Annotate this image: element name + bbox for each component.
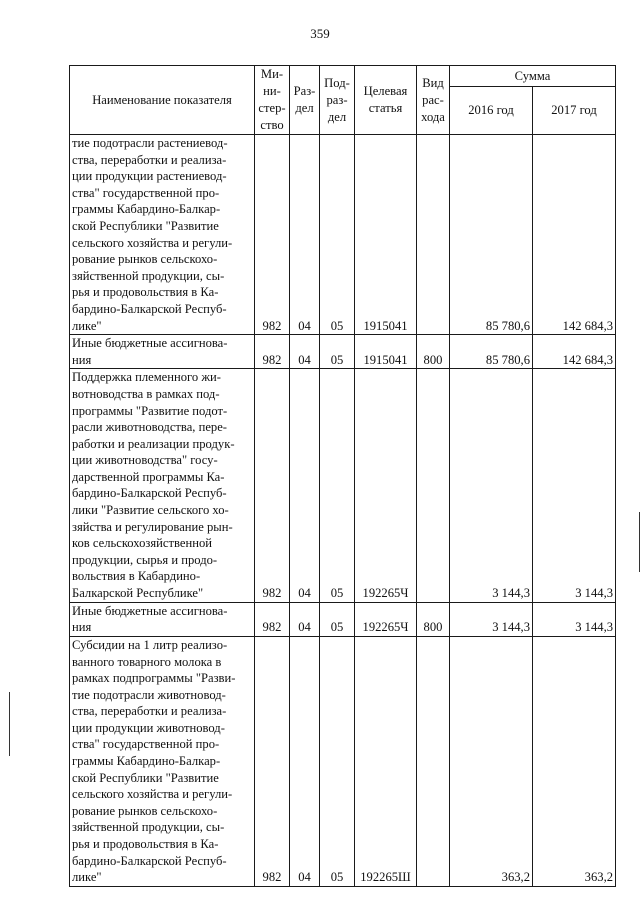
row-sum-2017: 363,2 [533, 636, 616, 886]
row-subsection: 05 [320, 369, 355, 602]
row-ministry: 982 [255, 602, 290, 636]
row-subsection: 05 [320, 335, 355, 369]
row-ministry: 982 [255, 335, 290, 369]
header-sum: Сумма [450, 66, 616, 87]
row-expense-type [417, 369, 450, 602]
row-expense-type: 800 [417, 335, 450, 369]
budget-table [69, 65, 616, 887]
table-row [70, 602, 616, 636]
row-sum-2016: 363,2 [450, 636, 533, 886]
row-name: Субсидии на 1 литр реализо- ванного товарного молока в рамках подпрограммы "Разви- тие подотрасли животновод- ства, переработки и реализа- ции продукции животновод- ства" государственной про- граммы Кабардино-Балкар- ской Республики "Развитие сельского хозяйства и регули- рование рынков сельскохо- зяйственной продукции, сы- рья и продовольствия в Ка- бардино-Балкарской Респуб- лике" [70, 636, 255, 886]
header-section: Раз- дел [290, 66, 320, 135]
row-name: Иные бюджетные ассигнова- ния [70, 335, 255, 369]
row-name: тие подотрасли растениевод- ства, переработки и реализа- ции продукции растениевод- ства" государственной про- граммы Кабардино-Балкар- ской Республики "Развитие сельского хозяйства и регули- рование рынков сельскохо- зяйственной продукции, сы- рья и продовольствия в Ка- бардино-Балкарской Респуб- лике" [70, 135, 255, 335]
row-subsection: 05 [320, 602, 355, 636]
table-row [70, 636, 616, 886]
row-sum-2017: 3 144,3 [533, 602, 616, 636]
table-row [70, 335, 616, 369]
row-expense-type [417, 636, 450, 886]
header-ministry: Ми- ни- стер- ство [255, 66, 290, 135]
header-expense-type: Вид рас- хода [417, 66, 450, 135]
header-year-2016: 2016 год [450, 86, 533, 134]
row-name: Иные бюджетные ассигнова- ния [70, 602, 255, 636]
row-ministry: 982 [255, 135, 290, 335]
table-row [70, 369, 616, 602]
row-target: 1915041 [355, 335, 417, 369]
header-subsection: Под- раз- дел [320, 66, 355, 135]
page-number: 359 [310, 26, 330, 41]
row-target: 1915041 [355, 135, 417, 335]
row-target: 192265Ч [355, 369, 417, 602]
row-sum-2016: 85 780,6 [450, 135, 533, 335]
row-sum-2016: 3 144,3 [450, 602, 533, 636]
header-target: Целевая статья [355, 66, 417, 135]
row-subsection: 05 [320, 135, 355, 335]
row-sum-2016: 85 780,6 [450, 335, 533, 369]
table-row [70, 135, 616, 335]
row-section: 04 [290, 602, 320, 636]
row-sum-2016: 3 144,3 [450, 369, 533, 602]
row-ministry: 982 [255, 369, 290, 602]
row-section: 04 [290, 135, 320, 335]
row-subsection: 05 [320, 636, 355, 886]
header-year-2017: 2017 год [533, 86, 616, 134]
row-section: 04 [290, 335, 320, 369]
row-name: Поддержка племенного жи- вотноводства в рамках под- программы "Развитие подот- расли животноводства, пере- работки и реализации продук- ции животноводства" госу- дарственной программы Ка- бардино-Балкарской Респуб- лики "Развитие сельского хо- зяйства и регулирование рын- ков сельскохозяйственной продукции, сырья и продо- вольствия в Кабардино- Балкарской Республике" [70, 369, 255, 602]
row-section: 04 [290, 369, 320, 602]
row-sum-2017: 142 684,3 [533, 135, 616, 335]
row-sum-2017: 3 144,3 [533, 369, 616, 602]
scan-edge-mark [9, 692, 10, 756]
row-ministry: 982 [255, 636, 290, 886]
row-expense-type: 800 [417, 602, 450, 636]
row-section: 04 [290, 636, 320, 886]
header-name: Наименование показателя [70, 66, 255, 135]
row-sum-2017: 142 684,3 [533, 335, 616, 369]
row-target: 192265Ш [355, 636, 417, 886]
row-expense-type [417, 135, 450, 335]
row-target: 192265Ч [355, 602, 417, 636]
